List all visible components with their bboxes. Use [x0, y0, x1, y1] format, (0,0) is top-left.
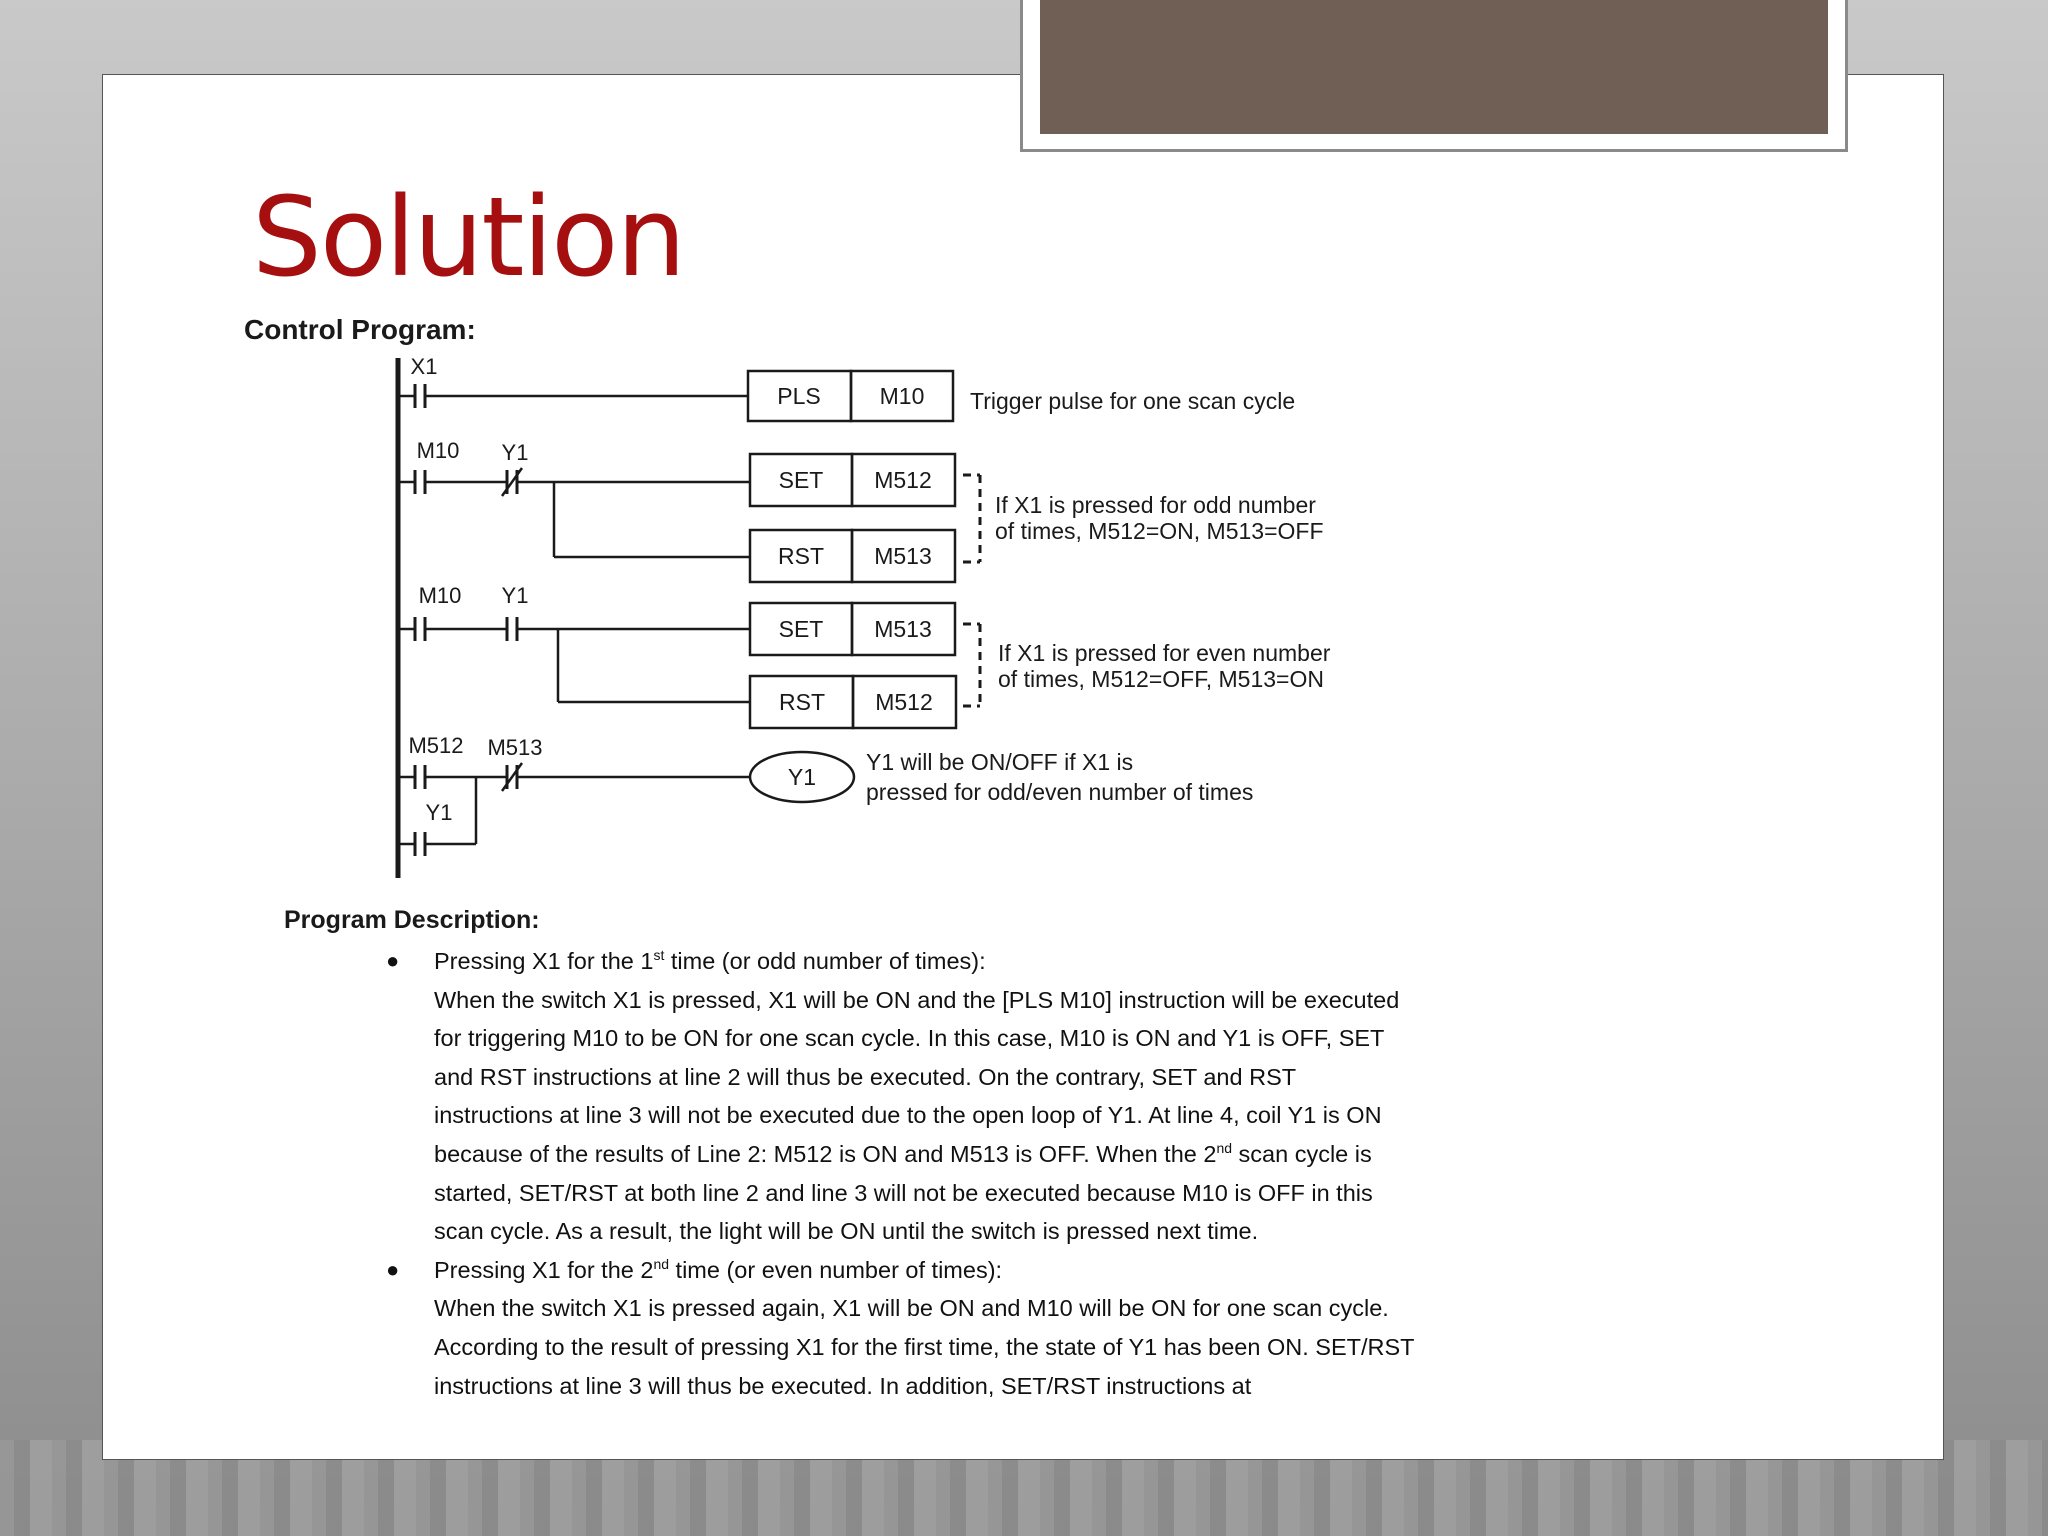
rung3-comment-line2: of times, M512=OFF, M513=ON	[998, 666, 1324, 692]
item1-body: When the switch X1 is pressed, X1 will be ON and the [PLS M10] instruction will be executed for triggering M10 to be ON for one scan cycle. In this case, M10 is ON and Y1 is OFF, SET and RST instructions at line 2 will thus be executed. On the contrary, SET and RST instructions at line 3 will not be executed due to the open loop of Y1. At line 4, coil Y1 is ON because of the results of Line 2: M512 is ON and M513 is OFF. When the 2nd scan cycle is started, SET/RST at both line 2 and line 3 will not be executed because M10 is OFF in this scan cycle. As a result, the light will be ON until the switch is pressed next time.	[434, 986, 1400, 1245]
description-item	[386, 1251, 1416, 1405]
rung1-contact-label: X1	[410, 354, 438, 379]
ladder-diagram	[380, 350, 1380, 880]
decorative-box	[1040, 0, 1828, 134]
control-program-heading: Control Program:	[244, 314, 476, 345]
rung4-comment-line1: Y1 will be ON/OFF if X1 is	[866, 749, 1134, 775]
bullet-icon: ●	[386, 1256, 400, 1282]
rung4-contact2-label: M513	[487, 735, 543, 760]
rung1-comment: Trigger pulse for one scan cycle	[970, 388, 1296, 414]
slide-title: Solution	[252, 173, 685, 301]
rung3-rst-label: RST	[779, 689, 825, 715]
rung1-instr-label: PLS	[777, 383, 821, 409]
item1-heading: Pressing X1 for the 1st time (or odd number of times):	[434, 947, 986, 974]
bullet-icon: ●	[386, 948, 400, 973]
rung2-rst-operand-label: M513	[874, 543, 932, 569]
rung2-comment-line1: If X1 is pressed for odd number	[995, 492, 1316, 518]
rung4-comment-line2: pressed for odd/even number of times	[866, 779, 1254, 805]
rung4-coil-label: Y1	[787, 764, 817, 790]
rung3-set-label: SET	[778, 616, 824, 642]
rung2-contact2-label: Y1	[501, 440, 529, 465]
item2-body: When the switch X1 is pressed again, X1 will be ON and M10 will be ON for one scan cycle. According to the result of pressing X1 for the first time, the state of Y1 has been ON. SET/RST instructions at line 3 will thus be executed. In addition, SET/RST instructions at	[434, 1295, 1415, 1399]
description-item	[386, 942, 1416, 1251]
rung1-operand-label: M10	[879, 383, 925, 409]
description-list	[386, 942, 1416, 1405]
rung3-set-operand-label: M513	[874, 616, 932, 642]
program-description-heading: Program Description:	[284, 906, 540, 934]
rung3-contact1-label: M10	[418, 583, 462, 608]
rung3-comment-line1: If X1 is pressed for even number	[998, 640, 1331, 666]
rung2-comment-line2: of times, M512=ON, M513=OFF	[995, 518, 1324, 544]
rung3-rst-operand-label: M512	[875, 689, 933, 715]
rung4-contact3-label: Y1	[425, 800, 453, 825]
rung4-contact1-label: M512	[408, 733, 464, 758]
rung2-contact1-label: M10	[416, 438, 460, 463]
item2-heading: Pressing X1 for the 2nd time (or even number of times):	[434, 1255, 1003, 1283]
rung2-set-operand-label: M512	[874, 467, 932, 493]
rung2-set-label: SET	[778, 467, 824, 493]
rung2-rst-label: RST	[778, 543, 824, 569]
rung3-contact2-label: Y1	[501, 583, 529, 608]
